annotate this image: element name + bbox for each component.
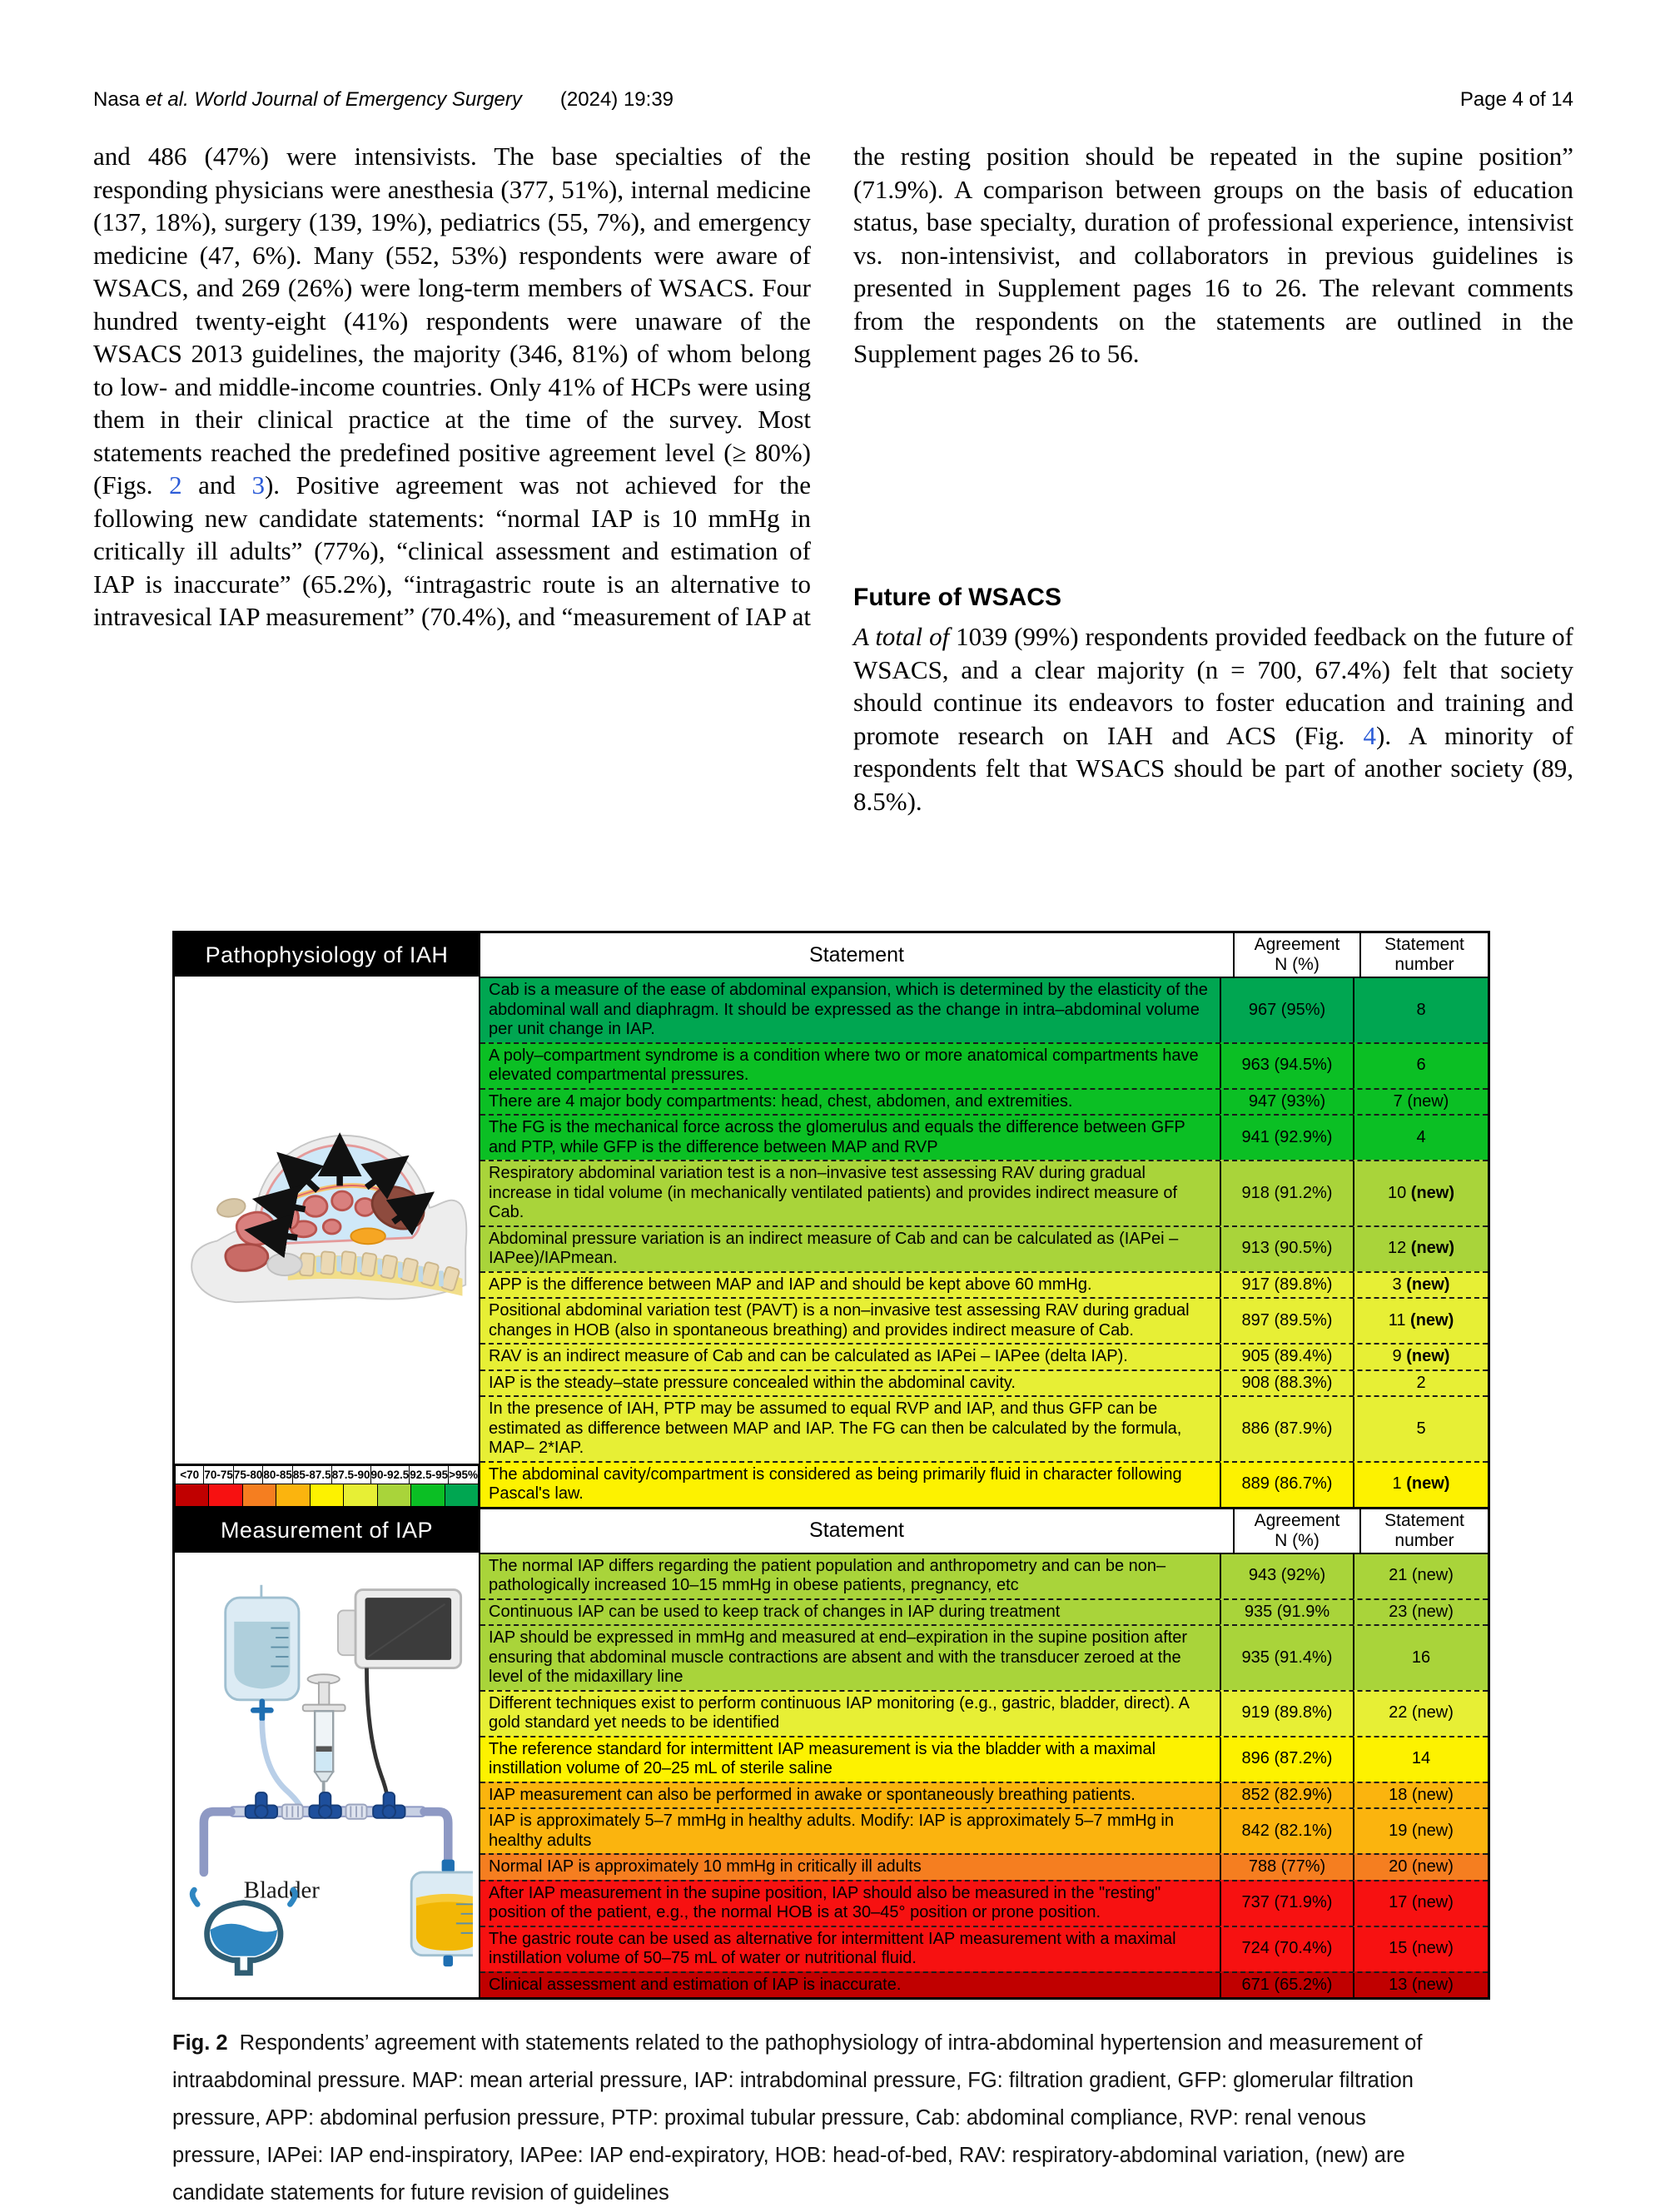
legend-range-label: 92.5-95 — [410, 1465, 449, 1484]
statement-number: 10 (new) — [1353, 1161, 1488, 1225]
agreement-value: 788 (77%) — [1220, 1855, 1353, 1880]
statement-row — [480, 1297, 1488, 1343]
legend-color-swatch — [344, 1484, 377, 1507]
agreement-value: 737 (71.9%) — [1220, 1881, 1353, 1926]
statement-row — [480, 1088, 1488, 1115]
issue-info: (2024) 19:39 — [559, 88, 674, 111]
statement-row — [480, 1369, 1488, 1396]
statement-row — [480, 1160, 1488, 1225]
journal-title: et al. World Journal of Emergency Surgery — [145, 88, 522, 111]
agreement-value: 908 (88.3%) — [1220, 1371, 1353, 1396]
statement-row — [480, 1461, 1488, 1507]
statement-number: 9 (new) — [1353, 1345, 1488, 1369]
figure-2-block — [172, 931, 1490, 2212]
statement-number: 3 (new) — [1353, 1273, 1488, 1298]
statement-number: 20 (new) — [1353, 1855, 1488, 1880]
legend-color-swatch — [209, 1484, 242, 1507]
statement-number: 4 — [1353, 1116, 1488, 1160]
agreement-value: 919 (89.8%) — [1220, 1692, 1353, 1736]
iap-measurement-illustration — [175, 1553, 479, 1998]
statement-row — [480, 1880, 1488, 1926]
statement-rows — [480, 1554, 1488, 1998]
legend-range-label: 70-75 — [204, 1465, 234, 1484]
statement-row — [480, 1971, 1488, 1998]
statement-row — [480, 1736, 1488, 1782]
statement-row — [480, 1042, 1488, 1088]
statement-row — [480, 1926, 1488, 1971]
measurement-panel — [175, 1509, 480, 1998]
table-header-row — [480, 1509, 1488, 1554]
table-header-row — [480, 933, 1488, 978]
figure-2 — [172, 931, 1490, 2000]
statement-text: IAP is the steady–state pressure concealed within the abdominal cavity. — [489, 1373, 1016, 1392]
legend-range-label: 85-87.5 — [293, 1465, 332, 1484]
statement-row — [480, 1624, 1488, 1690]
agreement-value: 947 (93%) — [1220, 1090, 1353, 1115]
legend-color-swatch — [411, 1484, 445, 1507]
legend-range-label: 75-80 — [234, 1465, 264, 1484]
statement-number: 16 — [1353, 1626, 1488, 1690]
legend-range-label: <70 — [175, 1465, 204, 1484]
legend-label-row — [175, 1465, 479, 1484]
legend-color-swatch — [311, 1484, 344, 1507]
agreement-value: 941 (92.9%) — [1220, 1116, 1353, 1160]
authors: Nasa — [93, 88, 146, 111]
bladder-label: Bladder — [243, 1876, 320, 1904]
agreement-column-header: Agreement N (%) — [1233, 933, 1359, 977]
measurement-panel-label: Measurement of IAP — [175, 1509, 479, 1553]
agreement-value: 886 (87.9%) — [1220, 1397, 1353, 1461]
legend-range-label: 90-92.5 — [371, 1465, 410, 1484]
statement-text: IAP measurement can also be performed in awake or spontaneously breathing patients. — [489, 1785, 1136, 1804]
agreement-value: 967 (95%) — [1220, 978, 1353, 1042]
abdomen-illustration — [175, 977, 479, 1464]
number-column-header: Statement number — [1359, 1509, 1488, 1553]
statement-number: 23 (new) — [1353, 1600, 1488, 1625]
measurement-statements — [480, 1509, 1488, 1998]
statement-row — [480, 1114, 1488, 1160]
right-column-paragraph-1: the resting position should be repeated in the supine position” (71.9%). A comparison between groups on the basis of education status, base specialty, duration of professional experience, intensivist vs. non-intensivist, and collaborators in previous guidelines is presented in Supplement pages 16 to 26. The relevant comments from the respondents on the statements are outlined in the Supplement pages 26 to 56. — [853, 142, 1573, 368]
legend-range-label: 87.5-90 — [332, 1465, 371, 1484]
statement-text: After IAP measurement in the supine position, IAP should also be measured in the "resting" position of the patient, e.g., the normal HOB is at 30–45° position or prone position. — [489, 1883, 1161, 1921]
statement-text: APP is the difference between MAP and IAP and should be kept above 60 mmHg. — [489, 1275, 1092, 1294]
statement-row — [480, 1782, 1488, 1808]
agreement-column-header: Agreement N (%) — [1233, 1509, 1359, 1553]
legend-range-label: >95% — [449, 1465, 479, 1484]
statement-text: In the presence of IAH, PTP may be assumed to equal RVP and IAP, and thus GFP can be estimated as difference between MAP and IAP. The FG can then be calculated by the formula, MAP– 2*IAP. — [489, 1399, 1182, 1457]
statement-text: The abdominal cavity/compartment is considered as being primarily fluid in character following Pascal's law. — [489, 1464, 1182, 1503]
pathophysiology-statements — [480, 933, 1488, 1507]
agreement-value: 724 (70.4%) — [1220, 1927, 1353, 1971]
statement-text: RAV is an indirect measure of Cab and can be calculated as IAPei – IAPee (delta IAP). — [489, 1347, 1128, 1365]
statement-row — [480, 1225, 1488, 1271]
figure-reference-link[interactable]: 4 — [1363, 720, 1377, 750]
statement-number: 22 (new) — [1353, 1692, 1488, 1736]
agreement-value: 935 (91.4%) — [1220, 1626, 1353, 1690]
statement-number: 14 — [1353, 1737, 1488, 1782]
agreement-value: 935 (91.9% — [1220, 1600, 1353, 1625]
legend-color-swatch — [243, 1484, 276, 1507]
statement-text: IAP is approximately 5–7 mmHg in healthy adults. Modify: IAP is approximately 5–7 mmHg in healthy adults — [489, 1812, 1174, 1850]
legend-color-swatch — [445, 1484, 479, 1507]
running-head — [93, 88, 1573, 112]
page-number-label: Page 4 of 14 — [1459, 88, 1573, 111]
text-segment: and — [181, 470, 252, 500]
agreement-value: 852 (82.9%) — [1220, 1783, 1353, 1808]
figure-caption-text: Respondents’ agreement with statements related to the pathophysiology of intra-abdominal hypertension and measurement of intraabdominal pressure. MAP: mean arterial pressure, IAP: intrabdominal pressure, FG: filtration gradient, GFP: glomerular filtration pressure, APP: abdominal perfusion pressure, PTP: proximal tubular pressure, Cab: abdominal compliance, RVP: renal venous pressure, IAPei: IAP end-inspiratory, IAPee: IAP end-expiratory, HOB: head-of-bed, RAV: respiratory-abdominal variation, (new) are candidate statements for future revision of guidelines — [172, 2031, 1423, 2205]
statement-number: 12 (new) — [1353, 1227, 1488, 1271]
running-head-citation — [93, 88, 673, 112]
agreement-value: 842 (82.1%) — [1220, 1809, 1353, 1853]
agreement-value: 897 (89.5%) — [1220, 1299, 1353, 1343]
measurement-table — [175, 1507, 1488, 1998]
figure-caption-label: Fig. 2 — [172, 2031, 228, 2055]
statement-number: 21 (new) — [1353, 1554, 1488, 1598]
legend-color-swatch — [276, 1484, 310, 1507]
legend-range-label: 80-85 — [263, 1465, 293, 1484]
statement-column-header: Statement — [809, 1519, 904, 1542]
agreement-value: 896 (87.2%) — [1220, 1737, 1353, 1782]
statement-number: 19 (new) — [1353, 1809, 1488, 1853]
right-column-paragraph-2 — [853, 620, 1573, 818]
section-heading-future-of-wsacs: Future of WSACS — [853, 584, 1061, 611]
figure-caption — [172, 2025, 1459, 2212]
statement-text: Clinical assessment and estimation of IAP is inaccurate. — [489, 1975, 902, 1994]
statement-text: Respiratory abdominal variation test is a non–invasive test assessing RAV during gradual increase in tidal volume (in mechanically ventilated patients) and provides indirect measure of Cab. — [489, 1164, 1178, 1221]
statement-text: There are 4 major body compartments: head, chest, abdomen, and extremities. — [489, 1091, 1073, 1111]
statement-text: Positional abdominal variation test (PAVT) is a non–invasive test assessing RAV during gradual changes in HOB (also in spontaneous breathing) and provides indirect measure of Cab. — [489, 1301, 1190, 1340]
pathophysiology-panel — [175, 933, 480, 1507]
statement-row — [480, 1853, 1488, 1880]
statement-rows — [480, 978, 1488, 1507]
statement-text: The reference standard for intermittent IAP measurement is via the bladder with a maximal instillation volume of 20–25 mL of sterile saline — [489, 1739, 1156, 1777]
statement-row — [480, 1690, 1488, 1736]
statement-text: Abdominal pressure variation is an indirect measure of Cab and can be calculated as (IAPei – IAPee)/IAPmean. — [489, 1229, 1179, 1267]
statement-text: The normal IAP differs regarding the patient population and anthropometry and can be non–pathologically increased 10–15 mmHg in obese patients, pregnancy, etc — [489, 1556, 1166, 1594]
statement-text: A poly–compartment syndrome is a condition where two or more anatomical compartments have elevated compartmental pressures. — [489, 1046, 1199, 1084]
statement-row — [480, 1343, 1488, 1369]
statement-row — [480, 1554, 1488, 1598]
agreement-value: 905 (89.4%) — [1220, 1345, 1353, 1369]
text-segment: and 486 (47%) were intensivists. The base specialties of the responding physicians were anesthesia (377, 51%), internal medicine (137, 18%), surgery (139, 19%), pediatrics (55, 7%), and emergency medicine (47, 6%). Many (552, 53%) respondents were aware of WSACS, and 269 (26%) were long-term members of WSACS. Four hundred twenty-eight (41%) respondents were unaware of the WSACS 2013 guidelines, the majority (346, 81%) of whom belong to low- and middle-income countries. Only 41% of HCPs were using them in their clinical practice at the time of the survey. Most statements reached the predefined positive agreement level (≥ 80%) (Figs. — [93, 142, 811, 500]
statement-number: 2 — [1353, 1371, 1488, 1396]
number-column-header: Statement number — [1359, 933, 1488, 977]
statement-number: 15 (new) — [1353, 1927, 1488, 1971]
agreement-value: 913 (90.5%) — [1220, 1227, 1353, 1271]
statement-number: 1 (new) — [1353, 1463, 1488, 1507]
statement-text: Cab is a measure of the ease of abdominal expansion, which is determined by the elasticity of the abdominal wall and diaphragm. It should be expressed as the change in intra–abdominal volume per unit change in IAP. — [489, 981, 1208, 1038]
legend-color-swatch — [378, 1484, 411, 1507]
bladder-pressure-setup-icon — [181, 1567, 473, 1983]
pathophysiology-table — [175, 933, 1488, 1507]
statement-number: 5 — [1353, 1397, 1488, 1461]
statement-row — [480, 1271, 1488, 1298]
agreement-value: 917 (89.8%) — [1220, 1273, 1353, 1298]
agreement-value: 943 (92%) — [1220, 1554, 1353, 1598]
statement-text: Continuous IAP can be used to keep track of changes in IAP during treatment — [489, 1602, 1061, 1621]
statement-number: 17 (new) — [1353, 1881, 1488, 1926]
pathophysiology-panel-label: Pathophysiology of IAH — [175, 933, 479, 977]
agreement-value: 963 (94.5%) — [1220, 1044, 1353, 1088]
agreement-value: 671 (65.2%) — [1220, 1973, 1353, 1998]
statement-text: IAP should be expressed in mmHg and measured at end–expiration in the supine position after ensuring that abdominal muscle contractions are absent and with the transducer zeroed at the level of the midaxillary line — [489, 1628, 1188, 1686]
text-segment: 1039 (99%) respondents provided feedback on the future of WSACS, and a clear majority (n = 700, 67.4%) felt that society should continue its endeavors to foster education and training and promote research on IAH and ACS (Fig. — [853, 622, 1574, 750]
statement-row — [480, 1807, 1488, 1853]
statement-text: Normal IAP is approximately 10 mmHg in critically ill adults — [489, 1857, 922, 1876]
statement-row — [480, 978, 1488, 1042]
legend-swatch-row — [175, 1484, 479, 1507]
statement-row — [480, 1395, 1488, 1461]
statement-text: Different techniques exist to perform continuous IAP monitoring (e.g., gastric, bladder, direct). A gold standard yet needs to be identified — [489, 1693, 1189, 1732]
statement-number: 11 (new) — [1353, 1299, 1488, 1343]
text-segment: ). A minority of respondents felt that WSACS should be part of another society (89, 8.5%). — [853, 720, 1573, 816]
statement-column-header: Statement — [809, 942, 904, 967]
statement-number: 13 (new) — [1353, 1973, 1488, 1998]
abdominal-hypertension-diagram-icon — [186, 1053, 469, 1386]
statement-number: 8 — [1353, 978, 1488, 1042]
statement-number: 6 — [1353, 1044, 1488, 1088]
left-column-paragraph — [93, 140, 811, 634]
text-segment: ). Positive agreement was not achieved for the following new candidate statements: “normal IAP is 10 mmHg in critically ill adults” (77%), “clinical assessment and estimation of IAP is inaccurate” (65.2%), “intragastric route is an alternative to intravesical IAP measurement” (70.4%), and “measurement of IAP at — [93, 470, 811, 631]
agreement-color-legend — [175, 1464, 479, 1507]
statement-number: 7 (new) — [1353, 1090, 1488, 1115]
agreement-value: 918 (91.2%) — [1220, 1161, 1353, 1225]
figure-reference-link[interactable]: 3 — [251, 470, 265, 500]
statement-number: 18 (new) — [1353, 1783, 1488, 1808]
statement-text: The FG is the mechanical force across the glomerulus and equals the difference between GFP and PTP, while GFP is the difference between MAP and RVP — [489, 1118, 1185, 1156]
figure-reference-link[interactable]: 2 — [169, 470, 182, 500]
statement-row — [480, 1598, 1488, 1625]
statement-text: The gastric route can be used as alternative for intermittent IAP measurement with a maximal instillation volume of 50–75 mL of water or nutritional fluid. — [489, 1929, 1176, 1967]
agreement-value: 889 (86.7%) — [1220, 1463, 1353, 1507]
legend-color-swatch — [175, 1484, 209, 1507]
text-segment: A total of — [853, 622, 950, 651]
